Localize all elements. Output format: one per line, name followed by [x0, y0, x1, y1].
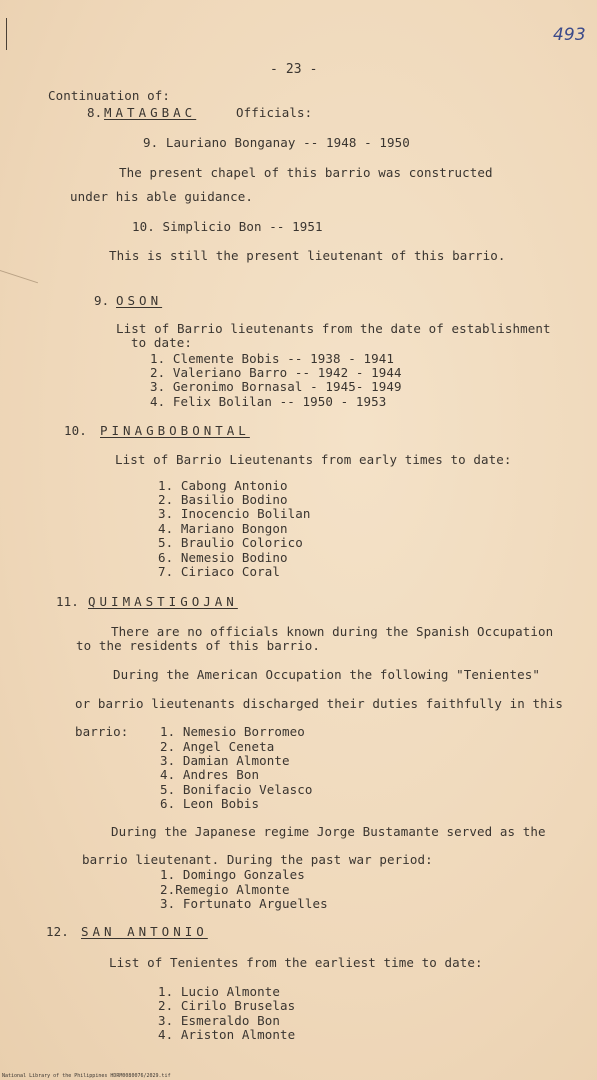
handwritten-page-number: 493: [553, 25, 586, 45]
section-9-title: OSON: [116, 293, 163, 308]
list-item: 2. Angel Ceneta: [160, 739, 275, 754]
section-8-para: under his able guidance.: [70, 189, 254, 204]
section-8-title: MATAGBAC: [104, 105, 197, 120]
section-11-para: During the American Occupation the following "Tenientes": [113, 667, 541, 682]
list-item: 4. Mariano Bongon: [158, 521, 288, 536]
section-11-para: or barrio lieutenants discharged their duties faithfully in this: [75, 696, 564, 711]
margin-mark: [6, 18, 7, 50]
section-11-para: barrio lieutenant. During the past war period:: [82, 852, 433, 867]
list-item: 3. Damian Almonte: [160, 753, 290, 768]
list-item: 2.Remegio Almonte: [160, 882, 290, 897]
list-item: 5. Braulio Colorico: [158, 535, 303, 550]
list-item: 5. Bonifacio Velasco: [160, 782, 313, 797]
section-8-number: 8.: [87, 105, 103, 120]
list-item: 2. Basilio Bodino: [158, 492, 288, 507]
list-item: 1. Nemesio Borromeo: [160, 724, 305, 739]
list-item: 4. Felix Bolilan -- 1950 - 1953: [150, 394, 387, 409]
list-item: 3. Geronimo Bornasal - 1945- 1949: [150, 379, 402, 394]
list-item: 4. Andres Bon: [160, 767, 260, 782]
list-item: 1. Clemente Bobis -- 1938 - 1941: [150, 351, 395, 366]
section-9-para: to date:: [131, 335, 193, 350]
section-11-number: 11.: [56, 594, 79, 609]
section-11-para: During the Japanese regime Jorge Bustamante served as the: [111, 824, 546, 839]
section-12-title: SAN ANTONIO: [81, 924, 208, 939]
section-12-number: 12.: [46, 924, 69, 939]
page-number: - 23 -: [270, 62, 318, 77]
section-9-number: 9.: [94, 293, 110, 308]
section-8-para: The present chapel of this barrio was constructed: [119, 165, 493, 180]
list-item: 3. Fortunato Arguelles: [160, 896, 328, 911]
list-item: 3. Esmeraldo Bon: [158, 1013, 281, 1028]
list-item: 1. Domingo Gonzales: [160, 867, 305, 882]
section-8-title-tail: Officials:: [236, 105, 313, 120]
section-11-para: to the residents of this barrio.: [76, 638, 321, 653]
list-item: 6. Leon Bobis: [160, 796, 260, 811]
list-item: 3. Inocencio Bolilan: [158, 506, 311, 521]
continuation-label: Continuation of:: [48, 88, 171, 103]
section-11-para: There are no officials known during the Spanish Occupation: [111, 624, 554, 639]
list-item: 1. Lucio Almonte: [158, 984, 281, 999]
section-8-item-9: 9. Lauriano Bonganay -- 1948 - 1950: [143, 135, 410, 150]
list-item: 4. Ariston Almonte: [158, 1027, 296, 1042]
section-10-number: 10.: [64, 423, 87, 438]
section-9-para: List of Barrio lieutenants from the date of establishment: [116, 321, 551, 336]
section-8-para: This is still the present lieutenant of this barrio.: [109, 248, 506, 263]
section-11-title: QUIMASTIGOJAN: [88, 594, 238, 609]
section-10-title: PINAGBOBONTAL: [100, 423, 250, 438]
list-item: 2. Cirilo Bruselas: [158, 998, 296, 1013]
list-item: 1. Cabong Antonio: [158, 478, 288, 493]
list-item: 2. Valeriano Barro -- 1942 - 1944: [150, 365, 402, 380]
section-10-para: List of Barrio Lieutenants from early times to date:: [115, 452, 512, 467]
section-11-para: barrio:: [75, 724, 129, 739]
section-12-para: List of Tenientes from the earliest time to date:: [109, 955, 483, 970]
archive-footer: National Library of the Philippines HDRM0080076/2029.tif: [2, 1073, 171, 1079]
section-8-item-10: 10. Simplicio Bon -- 1951: [132, 219, 323, 234]
list-item: 6. Nemesio Bodino: [158, 550, 288, 565]
paper-fold: [0, 270, 38, 302]
list-item: 7. Ciriaco Coral: [158, 564, 281, 579]
